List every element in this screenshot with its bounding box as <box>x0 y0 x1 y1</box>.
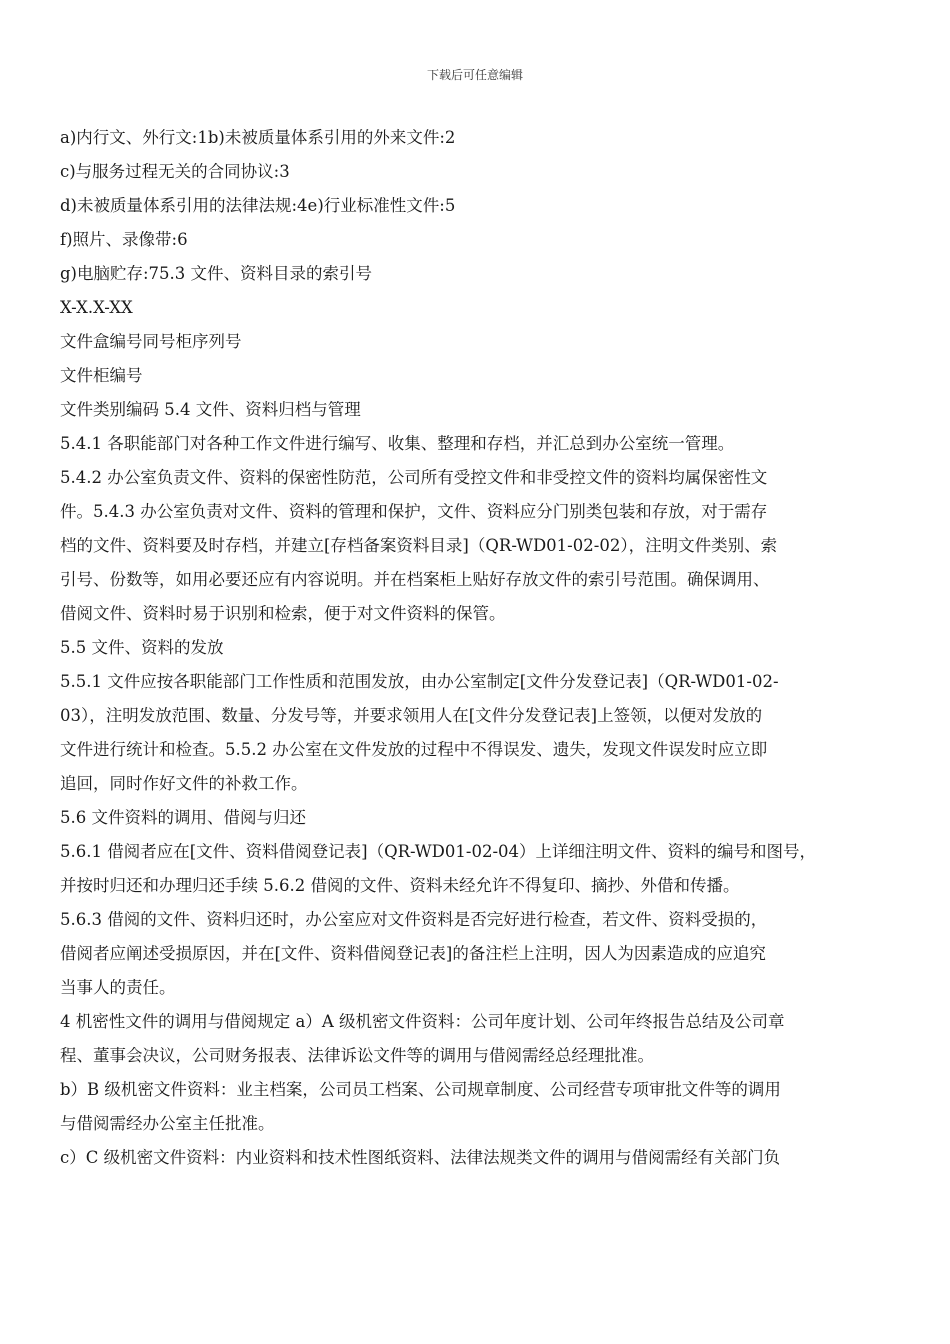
text-line: 文件柜编号 <box>60 366 143 385</box>
text-line: 件。5.4.3 办公室负责对文件、资料的管理和保护，文件、资料应分门别类包装和存放，对于需存 <box>60 502 768 521</box>
text-line: 引号、份数等，如用必要还应有内容说明。并在档案柜上贴好存放文件的索引号范围。确保调用、 <box>60 570 770 589</box>
text-line: X-X.X-XX <box>60 298 133 317</box>
text-line: f)照片、录像带:6 <box>60 230 188 249</box>
text-line: b）B 级机密文件资料：业主档案，公司员工档案、公司规章制度、公司经营专项审批文件等的调用 <box>60 1080 781 1099</box>
text-line: 并按时归还和办理归还手续 5.6.2 借阅的文件、资料未经允许不得复印、摘抄、外借和传播。 <box>60 876 740 895</box>
text-line: 借阅者应阐述受损原因，并在[文件、资料借阅登记表]的备注栏上注明，因人为因素造成的应追究 <box>60 944 766 963</box>
text-line: 5.5 文件、资料的发放 <box>60 638 224 657</box>
text-line: 档的文件、资料要及时存档，并建立[存档备案资料目录]（QR-WD01-02-02），注明文件类别、索 <box>60 536 778 555</box>
text-line: 03），注明发放范围、数量、分发号等，并要求领用人在[文件分发登记表]上签领，以便对发放的 <box>60 706 763 725</box>
text-line: c）C 级机密文件资料：内业资料和技术性图纸资料、法律法规类文件的调用与借阅需经有关部门负 <box>60 1148 781 1167</box>
document-body <box>60 121 900 1175</box>
text-line: 借阅文件、资料时易于识别和检索，便于对文件资料的保管。 <box>60 604 506 623</box>
text-line: 文件类别编码 5.4 文件、资料归档与管理 <box>60 400 361 419</box>
text-line: g)电脑贮存:75.3 文件、资料目录的索引号 <box>60 264 373 283</box>
text-line: 5.4.1 各职能部门对各种工作文件进行编写、收集、整理和存档，并汇总到办公室统一管理。 <box>60 434 735 453</box>
text-line: a)内行文、外行文:1b)未被质量体系引用的外来文件:2 <box>60 128 456 147</box>
text-line: 5.6 文件资料的调用、借阅与归还 <box>60 808 306 827</box>
page-header: 下载后可任意编辑 <box>426 68 523 82</box>
text-line: 5.4.2 办公室负责文件、资料的保密性防范，公司所有受控文件和非受控文件的资料均属保密性文 <box>60 468 768 487</box>
text-line: 追回，同时作好文件的补救工作。 <box>60 774 308 793</box>
text-line: 与借阅需经办公室主任批准。 <box>60 1114 275 1133</box>
text-line: 5.6.1 借阅者应在[文件、资料借阅登记表]（QR-WD01-02-04）上详细注明文件、资料的编号和图号， <box>60 842 817 861</box>
text-line: 4 机密性文件的调用与借阅规定 a）A 级机密文件资料：公司年度计划、公司年终报告总结及公司章 <box>60 1012 785 1031</box>
text-line: 当事人的责任。 <box>60 978 176 997</box>
text-line: 文件进行统计和检查。5.5.2 办公室在文件发放的过程中不得误发、遗失，发现文件误发时应立即 <box>60 740 768 759</box>
text-line: 文件盒编号同号柜序列号 <box>60 332 242 351</box>
text-line: 程、董事会决议，公司财务报表、法律诉讼文件等的调用与借阅需经总经理批准。 <box>60 1046 654 1065</box>
text-line: d)未被质量体系引用的法律法规:4e)行业标准性文件:5 <box>60 196 456 215</box>
text-line: 5.5.1 文件应按各职能部门工作性质和范围发放，由办公室制定[文件分发登记表]（QR-WD01-02- <box>60 672 779 691</box>
text-line: 5.6.3 借阅的文件、资料归还时，办公室应对文件资料是否完好进行检查，若文件、资料受损的， <box>60 910 768 929</box>
text-line: c)与服务过程无关的合同协议:3 <box>60 162 290 181</box>
